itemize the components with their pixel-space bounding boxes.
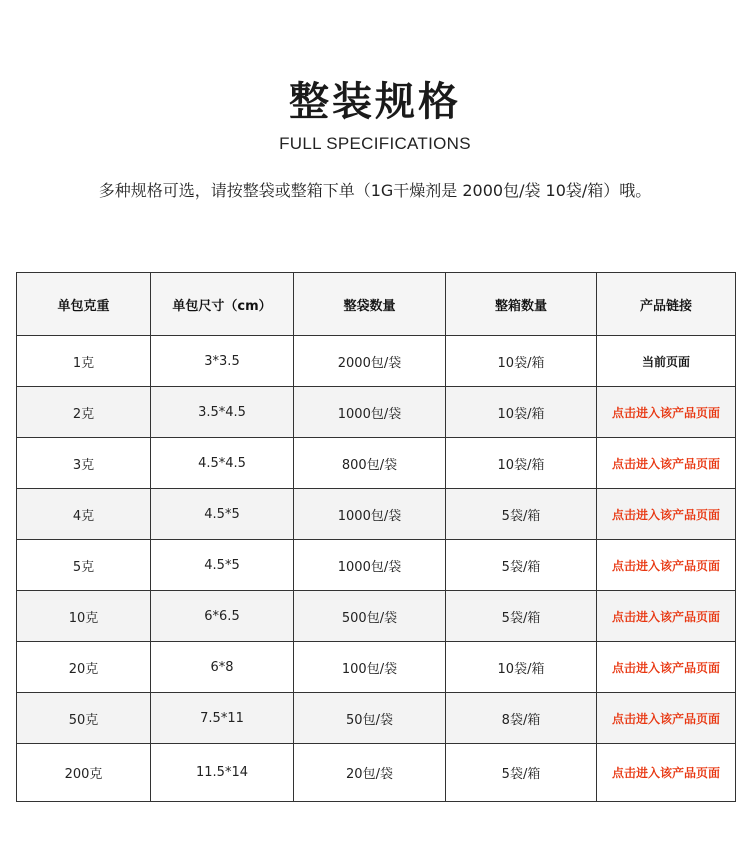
cell-box-qty: 5袋/箱 — [446, 744, 597, 802]
cell-bag-qty: 1000包/袋 — [294, 540, 446, 591]
table-header-row — [17, 273, 736, 336]
cell-weight: 4克 — [17, 489, 151, 540]
page-subtitle: FULL SPECIFICATIONS — [279, 134, 471, 153]
cell-bag-qty: 2000包/袋 — [294, 336, 446, 387]
cell-size: 3.5*4.5 — [151, 387, 294, 438]
cell-weight: 5克 — [17, 540, 151, 591]
header-size: 单包尺寸（cm） — [151, 273, 294, 336]
table-row — [17, 387, 736, 438]
cell-weight: 50克 — [17, 693, 151, 744]
table-row — [17, 438, 736, 489]
cell-weight: 10克 — [17, 591, 151, 642]
header-box-qty: 整箱数量 — [446, 273, 597, 336]
table-row — [17, 540, 736, 591]
cell-size: 11.5*14 — [151, 744, 294, 802]
cell-box-qty: 10袋/箱 — [446, 336, 597, 387]
order-description: 多种规格可选，请按整袋或整箱下单（1G干燥剂是 2000包/袋 10袋/箱）哦。 — [98, 181, 652, 200]
product-link[interactable]: 点击进入该产品页面 — [597, 744, 736, 802]
cell-weight: 2克 — [17, 387, 151, 438]
product-link[interactable]: 点击进入该产品页面 — [597, 489, 736, 540]
product-link[interactable]: 点击进入该产品页面 — [597, 591, 736, 642]
cell-weight: 200克 — [17, 744, 151, 802]
cell-size: 4.5*5 — [151, 540, 294, 591]
cell-size: 3*3.5 — [151, 336, 294, 387]
cell-box-qty: 8袋/箱 — [446, 693, 597, 744]
cell-size: 6*8 — [151, 642, 294, 693]
table-row — [17, 336, 736, 387]
table-row — [17, 744, 736, 802]
table-row — [17, 642, 736, 693]
product-link[interactable]: 点击进入该产品页面 — [597, 438, 736, 489]
cell-weight: 1克 — [17, 336, 151, 387]
cell-bag-qty: 100包/袋 — [294, 642, 446, 693]
spec-table — [16, 272, 736, 802]
header-link: 产品链接 — [597, 273, 736, 336]
cell-size: 4.5*4.5 — [151, 438, 294, 489]
cell-box-qty: 10袋/箱 — [446, 438, 597, 489]
cell-size: 4.5*5 — [151, 489, 294, 540]
header-weight: 单包克重 — [17, 273, 151, 336]
table-row — [17, 693, 736, 744]
cell-box-qty: 10袋/箱 — [446, 387, 597, 438]
product-link[interactable]: 点击进入该产品页面 — [597, 693, 736, 744]
table-row — [17, 489, 736, 540]
cell-box-qty: 10袋/箱 — [446, 642, 597, 693]
cell-weight: 20克 — [17, 642, 151, 693]
cell-bag-qty: 1000包/袋 — [294, 387, 446, 438]
cell-box-qty: 5袋/箱 — [446, 489, 597, 540]
current-page-label: 当前页面 — [597, 336, 736, 387]
cell-size: 7.5*11 — [151, 693, 294, 744]
product-link[interactable]: 点击进入该产品页面 — [597, 540, 736, 591]
cell-bag-qty: 1000包/袋 — [294, 489, 446, 540]
cell-box-qty: 5袋/箱 — [446, 591, 597, 642]
cell-bag-qty: 500包/袋 — [294, 591, 446, 642]
cell-size: 6*6.5 — [151, 591, 294, 642]
cell-bag-qty: 800包/袋 — [294, 438, 446, 489]
cell-bag-qty: 50包/袋 — [294, 693, 446, 744]
header-bag-qty: 整袋数量 — [294, 273, 446, 336]
cell-bag-qty: 20包/袋 — [294, 744, 446, 802]
cell-box-qty: 5袋/箱 — [446, 540, 597, 591]
table-row — [17, 591, 736, 642]
cell-weight: 3克 — [17, 438, 151, 489]
page-title: 整装规格 — [289, 79, 461, 125]
product-link[interactable]: 点击进入该产品页面 — [597, 642, 736, 693]
product-link[interactable]: 点击进入该产品页面 — [597, 387, 736, 438]
